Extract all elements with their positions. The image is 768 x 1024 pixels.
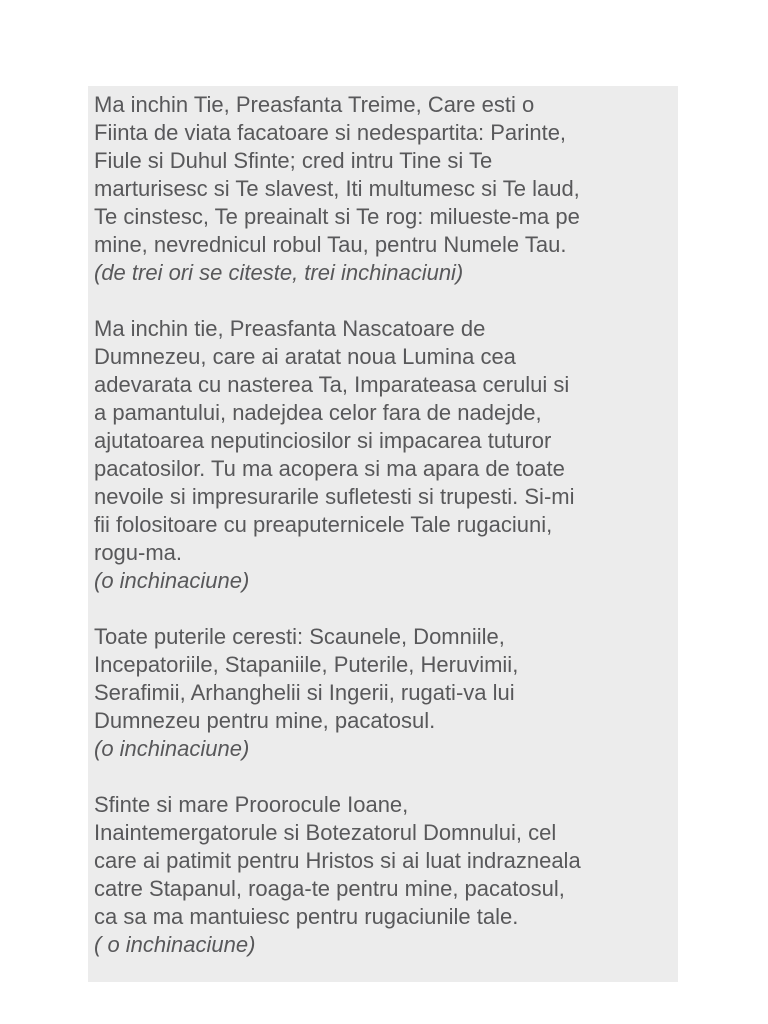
text-line: Toate puterile ceresti: Scaunele, Domniile, (94, 624, 505, 649)
text-line: ajutatoarea neputinciosilor si impacarea tuturor (94, 428, 552, 453)
paragraph-text (94, 91, 672, 259)
paragraph-text (94, 315, 672, 567)
text-line: Serafimii, Arhanghelii si Ingerii, rugati-va lui (94, 680, 515, 705)
text-line: Inaintemergatorule si Botezatorul Domnului, cel (94, 820, 557, 845)
text-line: Ma inchin Tie, Preasfanta Treime, Care esti o (94, 92, 535, 117)
rubric-note: ( o inchinaciune) (94, 932, 256, 957)
text-line: mine, nevrednicul robul Tau, pentru Numele Tau. (94, 232, 567, 257)
prayer-paragraph-3 (94, 623, 672, 763)
text-line: a pamantului, nadejdea celor fara de nadejde, (94, 400, 542, 425)
text-line: ca sa ma mantuiesc pentru rugaciunile tale. (94, 904, 519, 929)
text-line: nevoile si impresurarile sufletesti si trupesti. Si-mi (94, 484, 575, 509)
text-line: Incepatoriile, Stapaniile, Puterile, Heruvimii, (94, 652, 519, 677)
text-line: rogu-ma. (94, 540, 183, 565)
document-page (88, 86, 678, 982)
text-line: pacatosilor. Tu ma acopera si ma apara de toate (94, 456, 565, 481)
text-line: Fiinta de viata facatoare si nedespartita: Parinte, (94, 120, 567, 145)
paragraph-text (94, 623, 672, 735)
text-line: Ma inchin tie, Preasfanta Nascatoare de (94, 316, 486, 341)
text-line: Fiule si Duhul Sfinte; cred intru Tine si Te (94, 148, 493, 173)
text-line: fii folositoare cu preaputernicele Tale rugaciuni, (94, 512, 553, 537)
prayer-paragraph-4 (94, 791, 672, 959)
paragraph-text (94, 791, 672, 931)
rubric-note: (o inchinaciune) (94, 568, 250, 593)
prayer-paragraph-2 (94, 315, 672, 595)
text-line: marturisesc si Te slavest, Iti multumesc si Te laud, (94, 176, 580, 201)
text-line: Dumnezeu pentru mine, pacatosul. (94, 708, 436, 733)
text-line: catre Stapanul, roaga-te pentru mine, pacatosul, (94, 876, 565, 901)
rubric-note: (de trei ori se citeste, trei inchinaciuni) (94, 260, 464, 285)
rubric-note: (o inchinaciune) (94, 736, 250, 761)
text-line: care ai patimit pentru Hristos si ai luat indrazneala (94, 848, 581, 873)
prayer-paragraph-1 (94, 91, 672, 287)
text-line: Te cinstesc, Te preainalt si Te rog: milueste-ma pe (94, 204, 580, 229)
text-line: adevarata cu nasterea Ta, Imparateasa cerului si (94, 372, 570, 397)
text-line: Dumnezeu, care ai aratat noua Lumina cea (94, 344, 516, 369)
text-line: Sfinte si mare Proorocule Ioane, (94, 792, 409, 817)
